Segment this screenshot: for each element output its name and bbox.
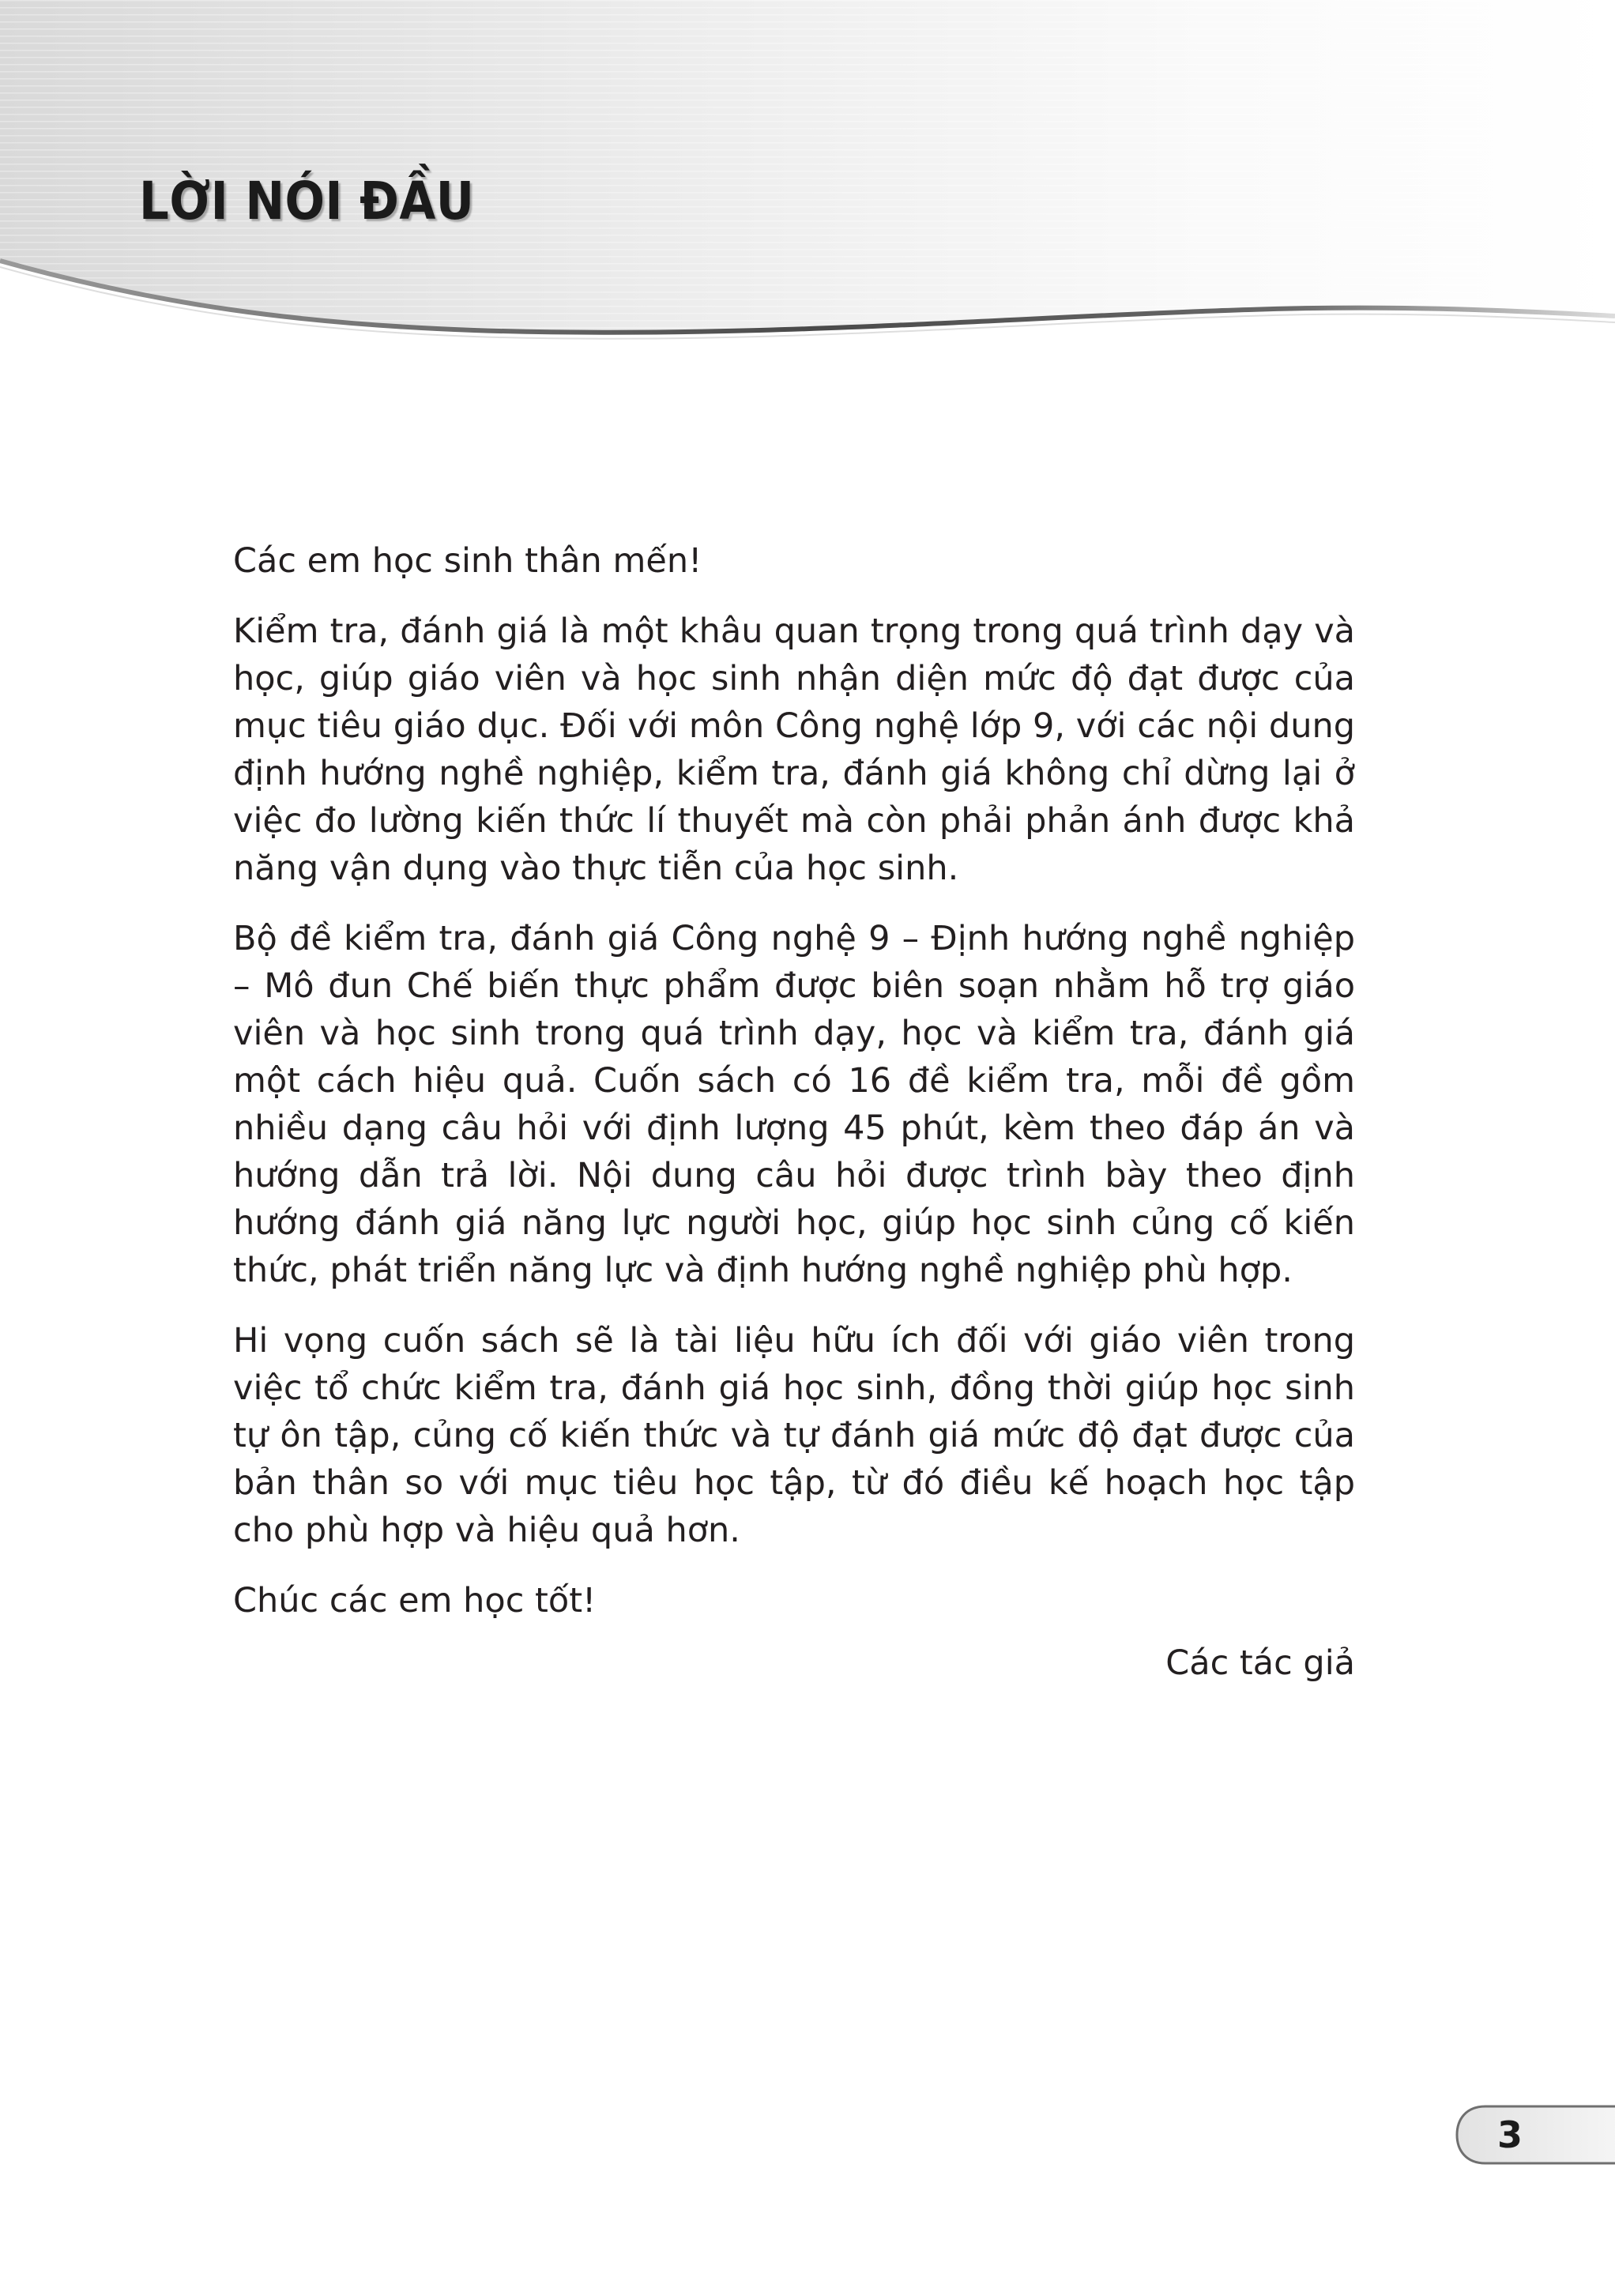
closing: Chúc các em học tốt! [233, 1581, 597, 1620]
header-wave-graphic [0, 0, 1615, 340]
paragraph-2: Bộ đề kiểm tra, đánh giá Công nghệ 9 – Định hướng nghề nghiệp – Mô đun Chế biến thực phẩm được biên soạn nhằm hỗ trợ giáo viên và học sinh trong quá trình dạy, học và kiểm tra, đánh giá một cách hiệu quả. Cuốn sách có 16 đề kiểm tra, mỗi đề gồm nhiều dạng câu hỏi với định lượng 45 phút, kèm theo đáp án và hướng dẫn trả lời. Nội dung câu hỏi được trình bày theo định hướng đánh giá năng lực người học, giúp học sinh củng cố kiến thức, phát triển năng lực và định hướng nghề nghiệp phù hợp. [233, 919, 1355, 1290]
paragraph-1: Kiểm tra, đánh giá là một khâu quan trọng trong quá trình dạy và học, giúp giáo viên và học sinh nhận diện mức độ đạt được của mục tiêu giáo dục. Đối với môn Công nghệ lớp 9, với các nội dung định hướng nghề nghiệp, kiểm tra, đánh giá không chỉ dừng lại ở việc đo lường kiến thức lí thuyết mà còn phải phản ánh được khả năng vận dụng vào thực tiễn của học sinh. [233, 612, 1355, 888]
page-number: 3 [1497, 2113, 1523, 2156]
preface-body [233, 537, 1355, 1710]
signature: Các tác giả [1165, 1643, 1355, 1683]
greeting: Các em học sinh thân mến! [233, 541, 702, 581]
page-tab-shape [1454, 2104, 1615, 2166]
header-banner [0, 0, 1615, 340]
paragraph-3: Hi vọng cuốn sách sẽ là tài liệu hữu ích đối với giáo viên trong việc tổ chức kiểm tra, đánh giá học sinh, đồng thời giúp học sinh tự ôn tập, củng cố kiến thức và tự đánh giá mức độ đạt được của bản thân so với mục tiêu học tập, từ đó điều kế hoạch học tập cho phù hợp và hiệu quả hơn. [233, 1321, 1355, 1550]
page-title: LỜI NÓI ĐẦU [139, 171, 475, 231]
page-number-tab [1454, 2104, 1615, 2166]
